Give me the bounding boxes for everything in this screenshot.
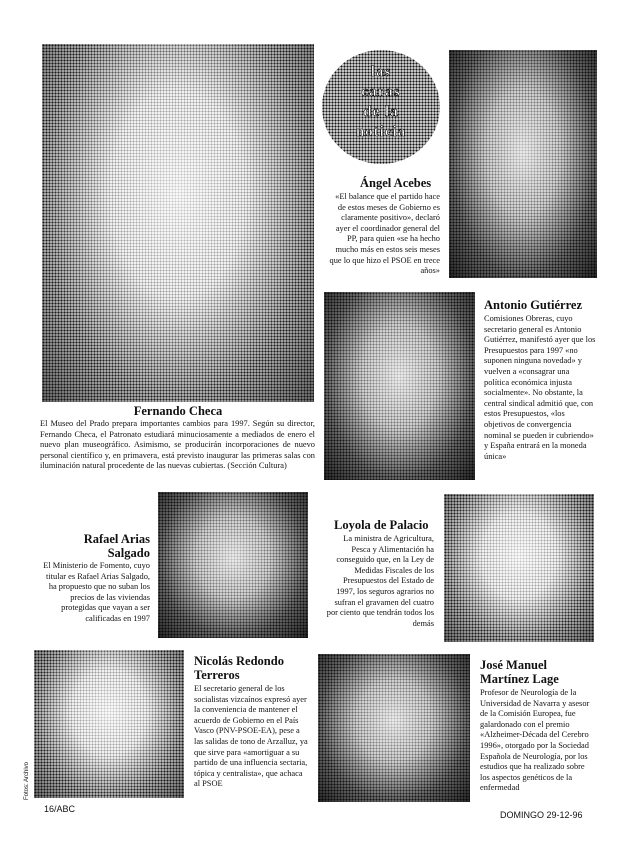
- las-caras-de-la-noticia-badge: [322, 50, 440, 164]
- text-angel-acebes: «El balance que el partido hace de estos meses de Gobierno es claramente positivo», declaró ayer el coordinador general del PP, para quien «se ha hecho mucho más en estos seis meses que lo que hizo el PSOE en trece años»: [329, 192, 440, 276]
- photo-jose-manuel-martinez-lage: [318, 654, 470, 802]
- photo-nicolas-redondo: [34, 650, 184, 798]
- name-jose-manuel-martinez-lage: [480, 658, 559, 686]
- badge-line3: de la: [363, 104, 399, 120]
- photo-fernando-checa: [42, 44, 314, 402]
- text-antonio-gutierrez: Comisiones Obreras, cuyo secretario general es Antonio Gutiérrez, manifestó ayer que los Presupuestos para 1997 «no suponen ninguna novedad» y vuelven a «consagrar una política económica injusta socialmente». No obstante, la central sindical admitió que, con estos Presupuestos, «los objetivos de convergencia nominal se pueden ir cubriendo» y España entrará en la moneda única»: [484, 314, 596, 461]
- name-antonio-gutierrez: Antonio Gutiérrez: [484, 298, 583, 312]
- photo-rafael-arias-salgado: [158, 492, 308, 638]
- name-loyola-de-palacio: Loyola de Palacio: [334, 518, 429, 532]
- name-nicolas-line1: Nicolás Redondo: [194, 654, 284, 668]
- photo-antonio-gutierrez: [324, 292, 475, 480]
- name-nicolas-line2: Terreros: [194, 668, 240, 682]
- badge-line2: caras: [361, 84, 401, 100]
- photo-angel-acebes: [449, 50, 597, 278]
- name-rafael-line2: Salgado: [107, 546, 150, 560]
- name-fernando-checa: Fernando Checa: [133, 404, 223, 418]
- photo-loyola-de-palacio: [444, 494, 594, 642]
- badge-line4: noticia: [355, 124, 407, 140]
- name-nicolas-redondo-terreros: [194, 654, 284, 682]
- badge-line1: las: [370, 64, 392, 80]
- text-rafael-arias-salgado: El Ministerio de Fomento, cuyo titular es Rafael Arias Salgado, ha propuesto que no suban los precios de las viviendas protegidas que vayan a ser calificadas en 1997: [43, 561, 150, 623]
- text-loyola-de-palacio: La ministra de Agricultura, Pesca y Alimentación ha conseguido que, en la Ley de Medidas Fiscales de los Presupuestos del Estado de 1997, los seguros agrarios no sufran el gravamen del cuatro por ciento que tendrán todos los demás: [326, 534, 434, 628]
- name-rafael-line1: Rafael Arias: [83, 532, 150, 546]
- photo-credit: Fotos: Archivo: [24, 761, 30, 800]
- name-angel-acebes: Ángel Acebes: [360, 176, 432, 190]
- text-jose-manuel-martinez-lage: Profesor de Neurología de la Universidad de Navarra y asesor de la Comisión Europea, fue galardonado con el premio «Alzheimer-Década del Cerebro 1996», otorgado por la Sociedad Española de Neurología, por los estudios que ha realizado sobre los aspectos genéticos de la enfermedad: [480, 688, 590, 793]
- name-rafael-arias-salgado: [40, 532, 150, 560]
- text-fernando-checa: El Museo del Prado prepara importantes cambios para 1997. Según su director, Fernando Checa, el Patronato estudiará minuciosamente a mediados de enero el nuevo plan museográfico. Asimismo, se producirán incorporaciones de nuevo personal científico y, en primavera, está previsto inaugurar las primeras salas con iluminación natural procedente de las nuevas cubiertas. (Sección Cultura): [40, 419, 315, 471]
- text-nicolas-redondo: El secretario general de los socialistas vizcaínos expresó ayer la conveniencia de mantener el acuerdo de Gobierno en el País Vasco (PNV-PSOE-EA), pese a las salidas de tono de Arzalluz, ya que sirve para «amortiguar a su partido de una influencia sectaria, tópica y centralista», que achaca al PSOE: [194, 684, 308, 789]
- page-number: 16/ABC: [44, 804, 76, 814]
- name-jose-line1: José Manuel: [480, 658, 548, 672]
- name-jose-line2: Martínez Lage: [480, 672, 559, 686]
- issue-date: DOMINGO 29-12-96: [500, 810, 583, 820]
